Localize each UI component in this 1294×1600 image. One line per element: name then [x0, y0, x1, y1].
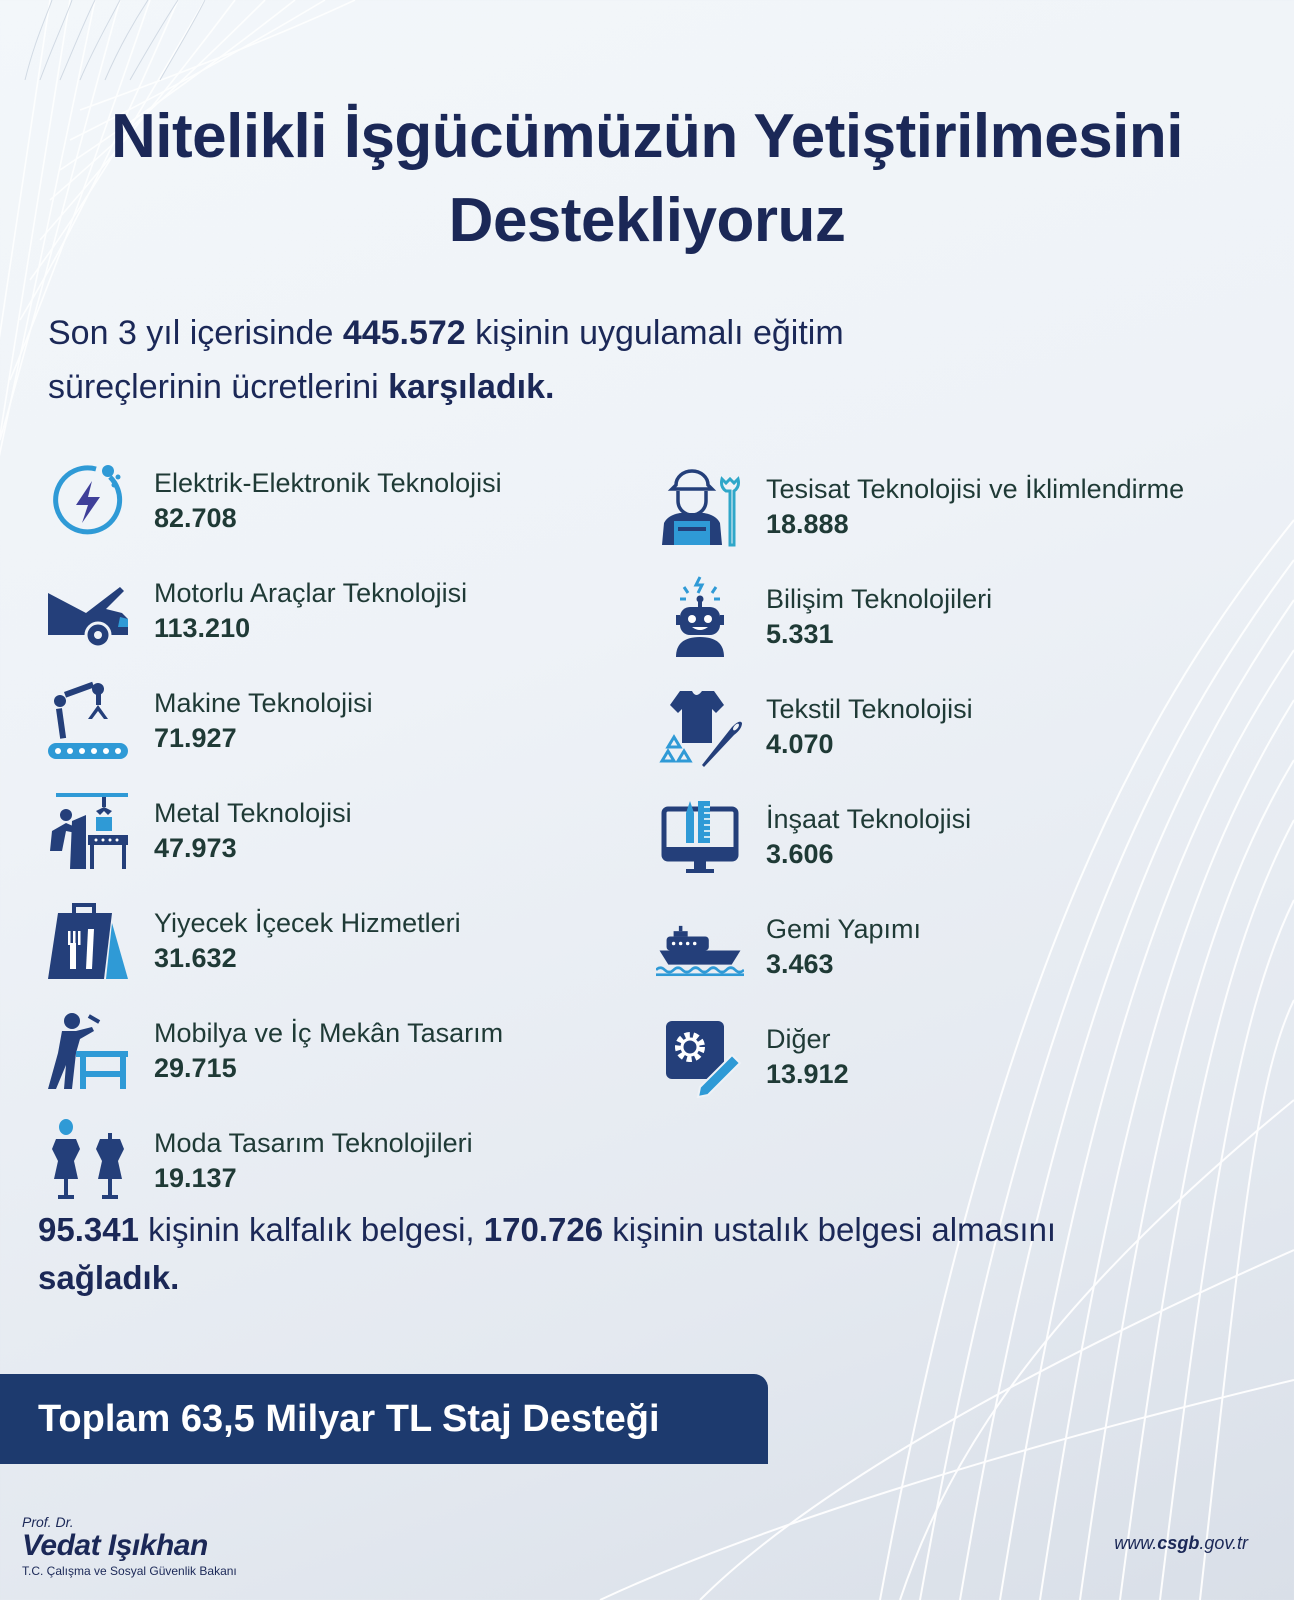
intro-text-3: süreçlerinin ücretlerini: [48, 368, 389, 406]
usta-count: 170.726: [483, 1211, 604, 1248]
sector-value: 3.606: [766, 839, 834, 869]
sector-value: 4.070: [766, 729, 834, 759]
sector-label: Makine Teknolojisi: [154, 688, 373, 718]
sector-value: 18.888: [766, 509, 849, 539]
monitor-ruler-icon: [656, 795, 744, 879]
kalfa-text: kişinin kalfalık belgesi,: [138, 1211, 484, 1248]
signature-role: T.C. Çalışma ve Sosyal Güvenlik Bakanı: [22, 1564, 237, 1578]
intro-text-2: kişinin uygulamalı eğitim: [465, 314, 844, 352]
robot-arm-icon: [44, 679, 132, 763]
sector-label: İnşaat Teknolojisi: [766, 804, 972, 834]
sector-value: 31.632: [154, 943, 237, 973]
sector-item: [44, 666, 644, 776]
sector-list-left: [44, 446, 644, 1216]
sector-label: Elektrik-Elektronik Teknolojisi: [154, 468, 502, 498]
sector-item: [44, 1106, 644, 1216]
usta-text: kişinin ustalık belgesi almasını: [603, 1211, 1057, 1248]
sector-value: 71.927: [154, 723, 237, 753]
kalfa-count: 95.341: [38, 1211, 139, 1248]
title-line-2: Destekliyoruz: [448, 186, 846, 255]
sector-label: Motorlu Araçlar Teknolojisi: [154, 578, 468, 608]
gear-pencil-icon: [656, 1015, 744, 1099]
sector-label: Bilişim Teknolojileri: [766, 584, 993, 614]
title-line-1: Nitelikli İşgücümüzün Yetiştirilmesini: [110, 102, 1184, 171]
sector-label: Diğer: [766, 1024, 831, 1054]
sector-value: 29.715: [154, 1053, 237, 1083]
sector-label: Metal Teknolojisi: [154, 798, 352, 828]
intro-total-number: 445.572: [342, 314, 466, 352]
sector-label: Gemi Yapımı: [766, 914, 922, 944]
sector-value: 82.708: [154, 503, 237, 533]
lightning-icon: [44, 459, 132, 543]
certificate-end-text: sağladık.: [38, 1259, 180, 1296]
intro-text-1: Son 3 yıl içerisinde: [48, 314, 343, 352]
website-prefix: www.: [1114, 1533, 1158, 1553]
sector-value: 19.137: [154, 1163, 237, 1193]
sector-item: [44, 996, 644, 1106]
food-bag-icon: [44, 899, 132, 983]
sector-value: 3.463: [766, 949, 834, 979]
sector-item: [656, 672, 1294, 782]
sector-item: [656, 782, 1294, 892]
car-icon: [44, 569, 132, 653]
website-domain: csgb: [1157, 1533, 1200, 1553]
page-title: [0, 95, 1294, 263]
sector-label: Tesisat Teknolojisi ve İklimlendirme: [766, 474, 1185, 504]
signature-name: Vedat Işıkhan: [22, 1529, 208, 1562]
plumber-icon: [656, 465, 744, 549]
sector-list-right: [656, 452, 1294, 1112]
sector-value: 47.973: [154, 833, 237, 863]
signature-title: Prof. Dr.: [22, 1514, 74, 1530]
signature-block: [22, 1514, 237, 1578]
textile-icon: [656, 685, 744, 769]
sector-item: [656, 892, 1294, 1002]
ship-icon: [656, 905, 744, 989]
sector-label: Tekstil Teknolojisi: [766, 694, 973, 724]
factory-worker-icon: [44, 789, 132, 873]
sector-label: Mobilya ve İç Mekân Tasarım: [154, 1018, 504, 1048]
sector-value: 113.210: [154, 613, 251, 643]
website-link[interactable]: [1114, 1533, 1248, 1554]
sector-item: [44, 886, 644, 996]
intro-text-bold: karşıladık.: [388, 368, 555, 406]
sector-value: 13.912: [766, 1059, 849, 1089]
sector-item: [44, 446, 644, 556]
sector-label: Yiyecek İçecek Hizmetleri: [154, 908, 461, 938]
sector-value: 5.331: [766, 619, 834, 649]
carpenter-icon: [44, 1009, 132, 1093]
sector-item: [656, 562, 1294, 672]
certificate-statement: [38, 1206, 1238, 1302]
intro-statement: [48, 306, 1098, 414]
sector-item: [656, 1002, 1294, 1112]
sector-item: [44, 556, 644, 666]
website-suffix: .gov.tr: [1199, 1533, 1248, 1553]
sector-label: Moda Tasarım Teknolojileri: [154, 1128, 473, 1158]
sector-item: [44, 776, 644, 886]
sector-item: [656, 452, 1294, 562]
banner-text: Toplam 63,5 Milyar TL Staj Desteği: [38, 1397, 660, 1440]
total-support-banner: [0, 1374, 768, 1464]
mannequin-icon: [44, 1119, 132, 1203]
robot-icon: [656, 575, 744, 659]
